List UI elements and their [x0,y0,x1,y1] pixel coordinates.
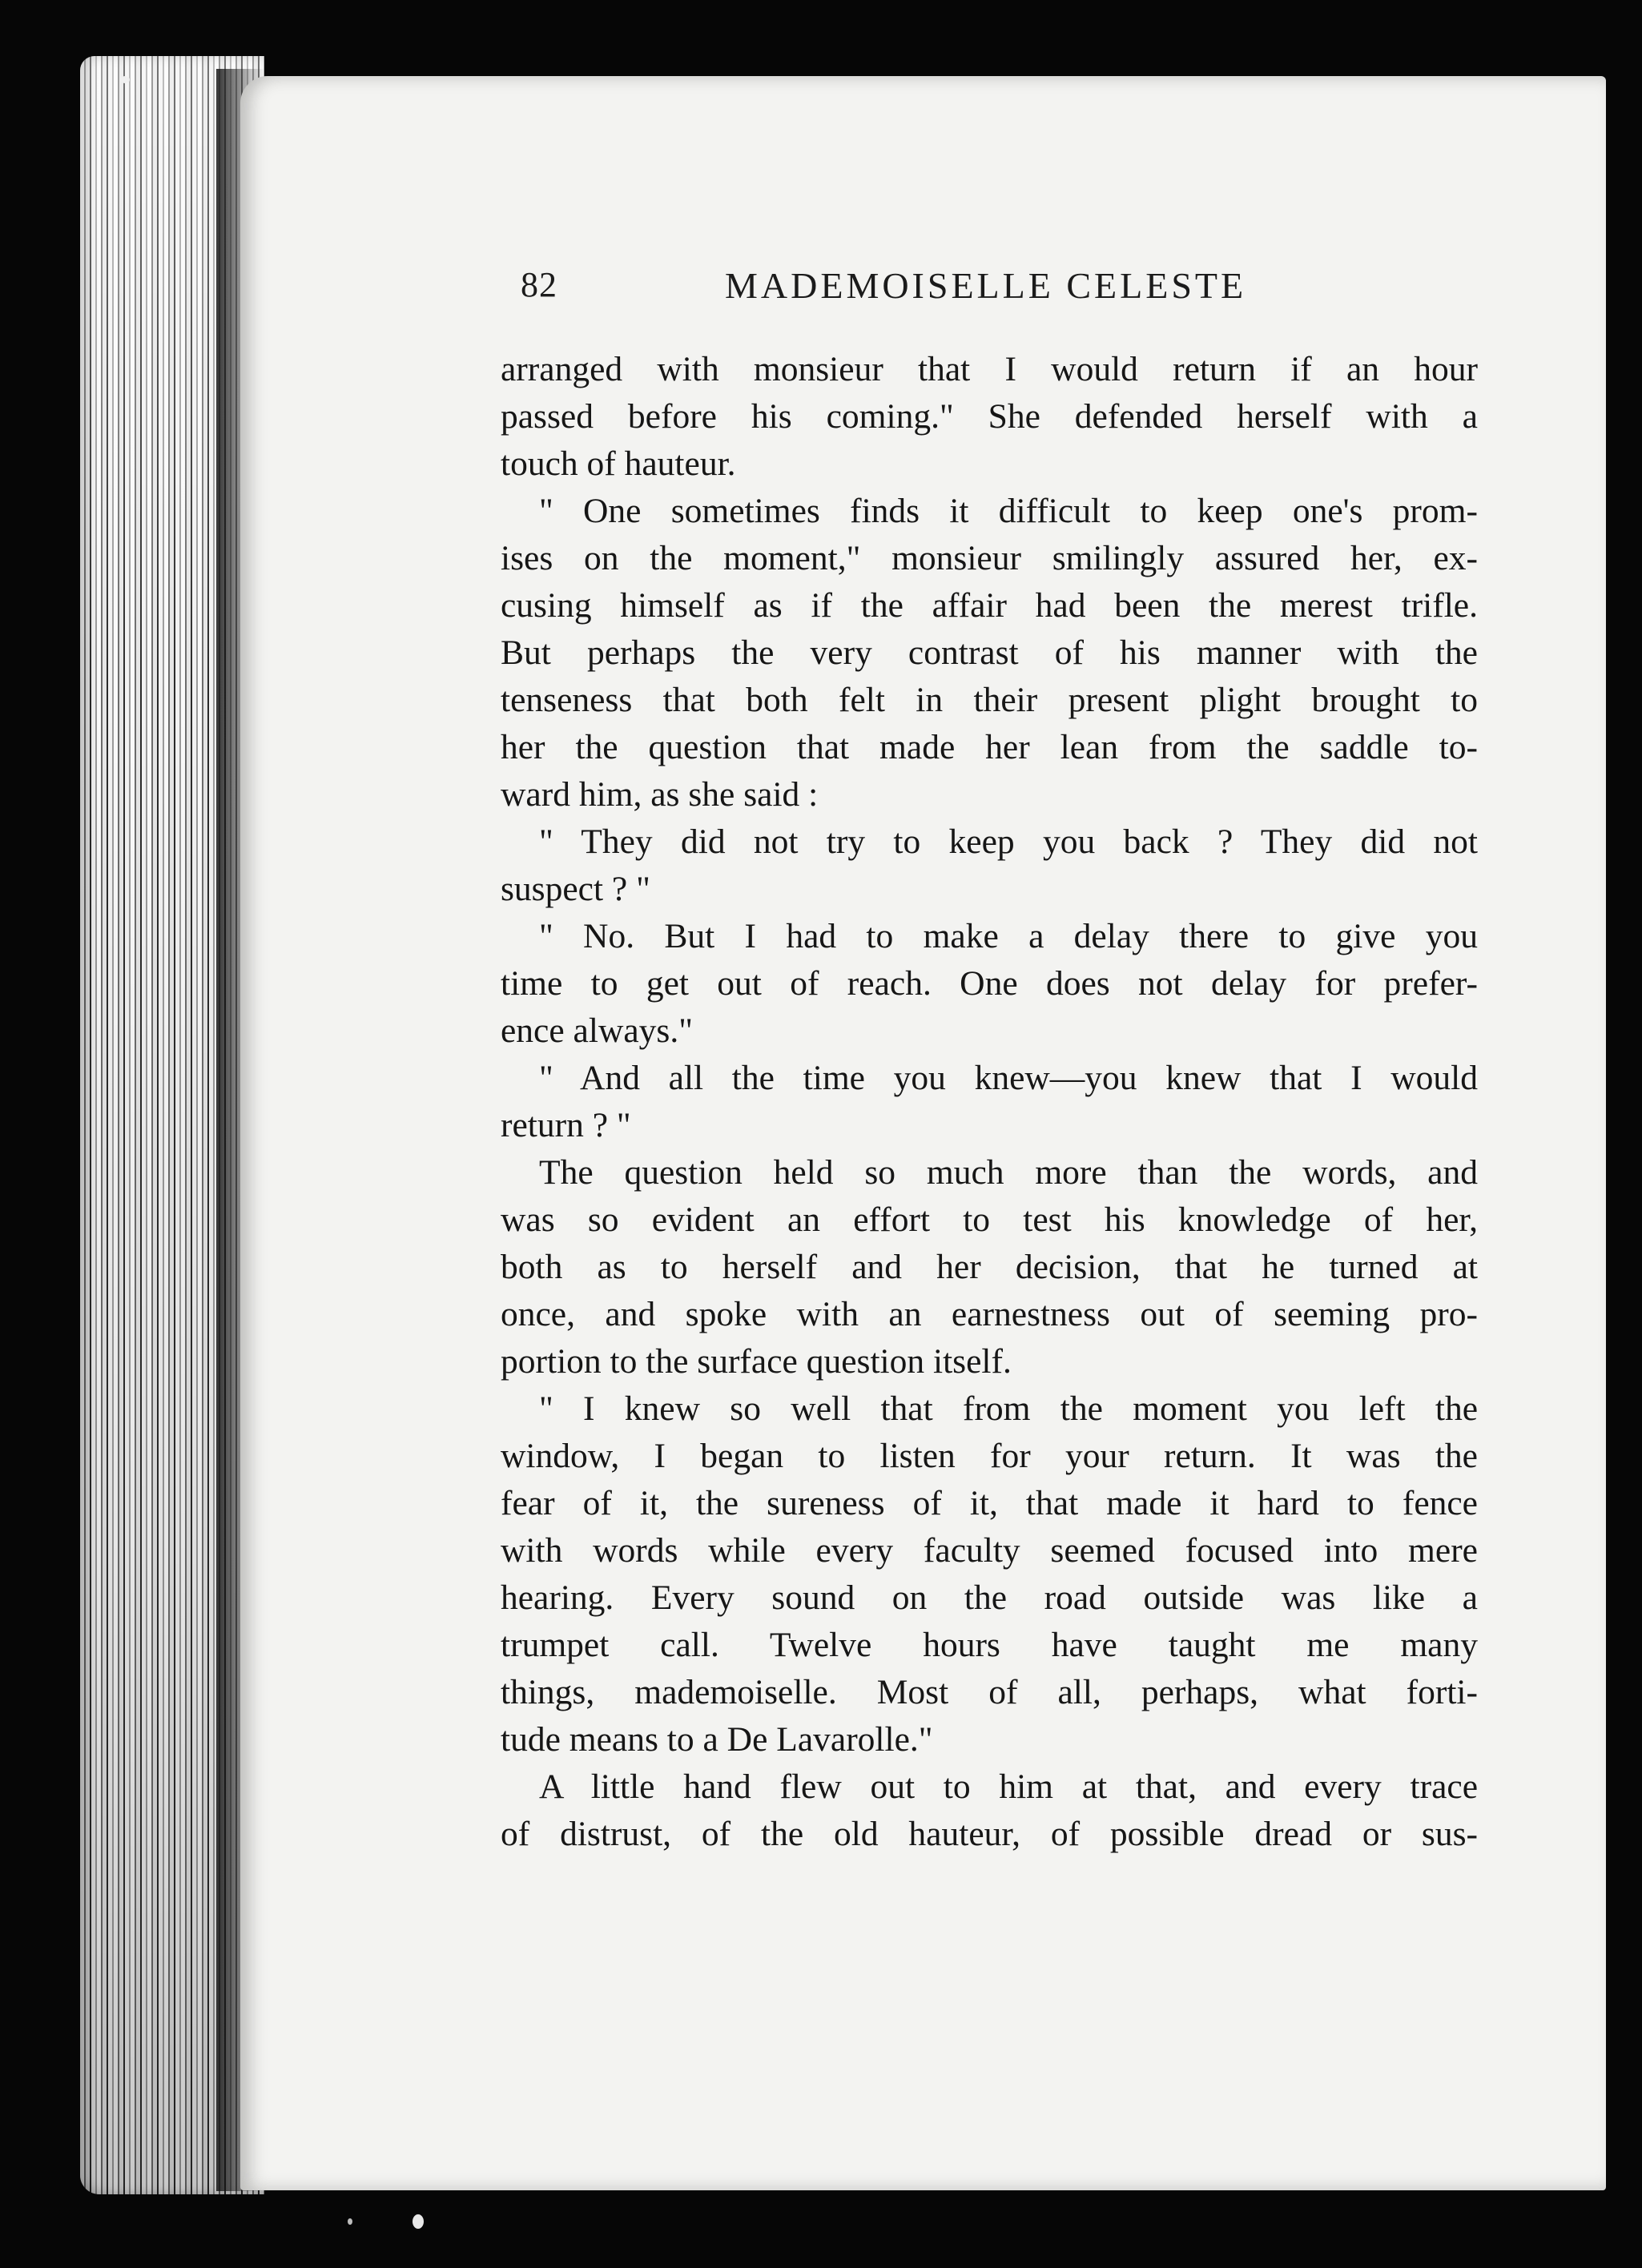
text-line: tenseness that both felt in their present plight brought to [501,681,1478,719]
book-title: MADEMOISELLE CELESTE [725,265,1247,306]
text-line: The question held so much more than the words, and [539,1153,1478,1192]
text-line: things, mademoiselle. Most of all, perhaps, what forti- [501,1673,1478,1711]
text-line: But perhaps the very contrast of his manner with the [501,633,1478,672]
body-text [501,346,1478,1858]
text-line: passed before his coming." She defended herself with a [501,397,1478,436]
text-line: once, and spoke with an earnestness out of seeming pro- [501,1295,1478,1333]
text-line: hearing. Every sound on the road outside was like a [501,1578,1478,1617]
text-line: suspect ? " [501,870,650,908]
dust-speck [348,2218,352,2225]
text-line: " No. But I had to make a delay there to give you [539,917,1478,955]
text-line: ises on the moment," monsieur smilingly assured her, ex- [501,539,1478,577]
text-line: cusing himself as if the affair had been the merest trifle. [501,586,1478,625]
text-line: A little hand flew out to him at that, and every trace [539,1767,1478,1806]
text-line: return ? " [501,1106,631,1144]
text-line: tude means to a De Lavarolle." [501,1720,933,1759]
text-line: trumpet call. Twelve hours have taught me many [501,1626,1478,1664]
text-line: portion to the surface question itself. [501,1342,1012,1381]
dust-speck [413,2214,424,2229]
text-line: " One sometimes finds it difficult to keep one's prom- [539,492,1478,530]
page-number: 82 [521,265,557,304]
dust-speck [120,76,130,83]
text-line: ward him, as she said : [501,775,819,814]
text-line: with words while every faculty seemed focused into mere [501,1531,1478,1570]
text-line: arranged with monsieur that I would return if an hour [501,350,1478,388]
text-line: " I knew so well that from the moment you left the [539,1389,1478,1428]
text-line: touch of hauteur. [501,444,736,483]
text-line: window, I began to listen for your return. It was the [501,1437,1478,1475]
text-line: was so evident an effort to test his knowledge of her, [501,1200,1478,1239]
text-line: " And all the time you knew—you knew that I would [539,1059,1478,1097]
text-line: time to get out of reach. One does not delay for prefer- [501,964,1478,1003]
text-line: " They did not try to keep you back ? They did not [539,822,1478,861]
text-line: both as to herself and her decision, that he turned at [501,1248,1478,1286]
text-line: fear of it, the sureness of it, that made it hard to fence [501,1484,1478,1522]
text-line: her the question that made her lean from the saddle to- [501,728,1478,766]
text-line: of distrust, of the old hauteur, of possible dread or sus- [501,1815,1478,1853]
text-line: ence always." [501,1011,693,1050]
running-head [521,264,1482,328]
